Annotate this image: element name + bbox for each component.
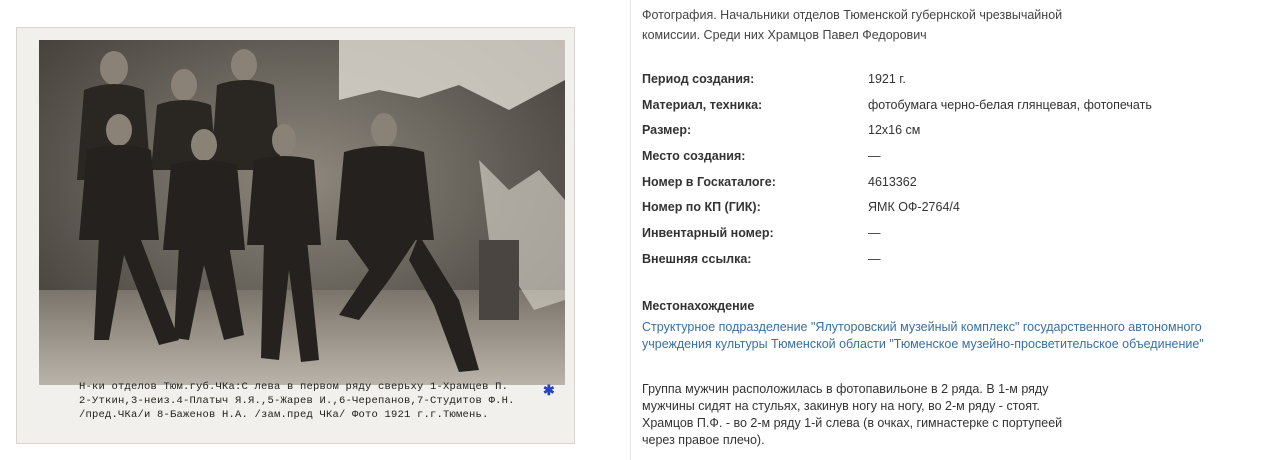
property-value: фотобумага черно-белая глянцевая, фотопечать [868,97,1152,112]
property-label: Материал, техника: [642,97,763,112]
property-value: — [868,225,881,240]
photo-mount[interactable] [17,28,574,443]
property-row [642,92,1262,118]
property-row [642,169,1262,195]
record-details [642,0,1272,460]
property-value: 12х16 см [868,123,921,138]
property-label: Размер: [642,123,692,138]
property-label: Место создания: [642,148,746,163]
property-value: — [868,148,881,163]
photo-illustration [39,40,565,385]
property-row [642,194,1262,220]
photo-pane [0,0,630,460]
property-label: Инвентарный номер: [642,225,774,240]
photo-caption-line: Н-ки отделов Тюм.губ.ЧКа:С лева в первом ряду сверьху 1-Храмцев П. [79,381,509,393]
property-label: Номер в Госкаталоге: [642,174,776,189]
property-value: 4613362 [868,174,917,189]
record-description: Группа мужчин расположилась в фотопавильоне в 2 ряда. В 1-м ряду мужчины сидят на стульях, закинув ногу на ногу, во 2-м ряду - стоят. Храмцов П.Ф. - во 2-м ряду 1-й слева (в очках, гимнастерке с портупеей через правое плечо). [642,382,1063,447]
property-row [642,143,1262,169]
photo-caption-line: /пред.ЧКа/и 8-Баженов Н.А. /зам.пред ЧКа/ Фото 1921 г.г.Тюмень. [79,409,489,421]
ink-stamp-icon: ✱ [543,382,555,398]
property-value: — [868,251,881,266]
record-title: Фотография. Начальники отделов Тюменской губернской чрезвычайной комиссии. Среди них Храмцов Павел Федорович [642,8,1063,42]
archival-photograph [39,40,565,385]
property-label: Номер по КП (ГИК): [642,200,761,215]
property-row [642,117,1262,143]
property-label: Внешняя ссылка: [642,251,752,266]
property-value: 1921 г. [868,71,906,86]
photo-caption-line: 2-Уткин,3-неиз.4-Платыч Я.Я.,5-Жарев И.,6-Черепанов,7-Студитов Ф.Н. [79,395,515,407]
properties-list [642,66,1262,272]
location-link[interactable]: Структурное подразделение "Ялуторовский музейный комплекс" государственного автономного учреждения культуры Тюменской области "Тюменское музейно-просветительское объединение" [642,320,1204,351]
property-row [642,246,1262,272]
property-label: Период создания: [642,71,755,86]
property-row [642,66,1262,92]
property-value: ЯМК ОФ-2764/4 [868,200,960,215]
pane-divider [630,0,631,460]
property-row [642,220,1262,246]
photo-caption [79,380,569,442]
location-heading: Местонахождение [642,299,755,313]
